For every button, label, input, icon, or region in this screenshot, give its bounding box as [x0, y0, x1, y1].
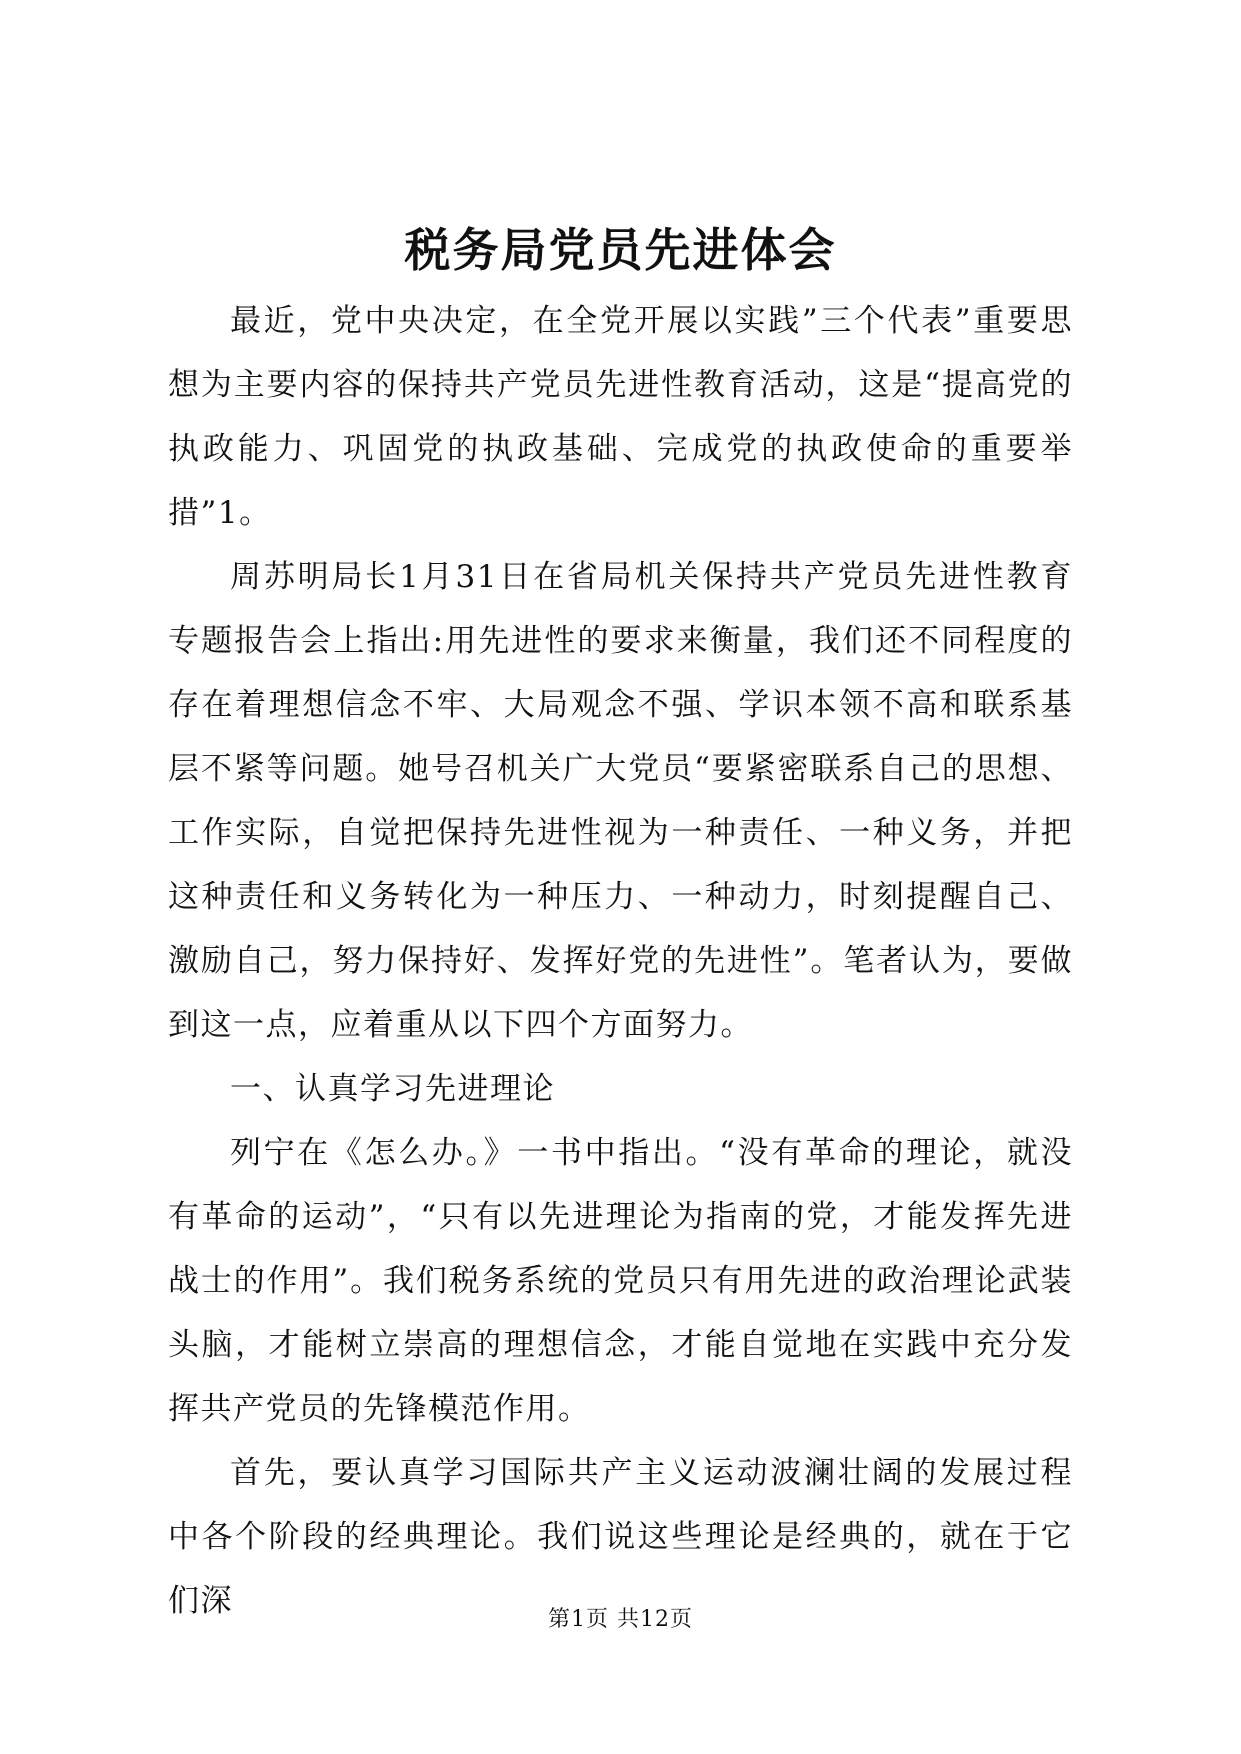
paragraph-1: 最近，党中央决定，在全党开展以实践”三个代表”重要思想为主要内容的保持共产党员先进性教育活动，这是“提高党的执政能力、巩固党的执政基础、完成党的执政使命的重要举措”1。	[168, 303, 1073, 531]
paragraph-3: 列宁在《怎么办。》一书中指出。“没有革命的理论，就没有革命的运动”，“只有以先进理论为指南的党，才能发挥先进战士的作用”。我们税务系统的党员只有用先进的政治理论武装头脑，才能树立崇高的理想信念，才能自觉地在实践中充分发挥共产党员的先锋模范作用。	[168, 1135, 1073, 1427]
paragraph-2: 周苏明局长1月31日在省局机关保持共产党员先进性教育专题报告会上指出:用先进性的要求来衡量，我们还不同程度的存在着理想信念不牢、大局观念不强、学识本领不高和联系基层不紧等问题。她号召机关广大党员“要紧密联系自己的思想、工作实际，自觉把保持先进性视为一种责任、一种义务，并把这种责任和义务转化为一种压力、一种动力，时刻提醒自己、激励自己，努力保持好、发挥好党的先进性”。笔者认为，要做到这一点，应着重从以下四个方面努力。	[168, 559, 1073, 1043]
paragraph-4: 首先，要认真学习国际共产主义运动波澜壮阔的发展过程中各个阶段的经典理论。我们说这些理论是经典的，就在于它们深	[168, 1455, 1073, 1619]
document-body	[168, 289, 1073, 1633]
section-heading: 一、认真学习先进理论	[230, 1071, 555, 1107]
page-footer: 第1页 共12页	[548, 1607, 693, 1632]
document-title: 税务局党员先进体会	[404, 223, 837, 277]
